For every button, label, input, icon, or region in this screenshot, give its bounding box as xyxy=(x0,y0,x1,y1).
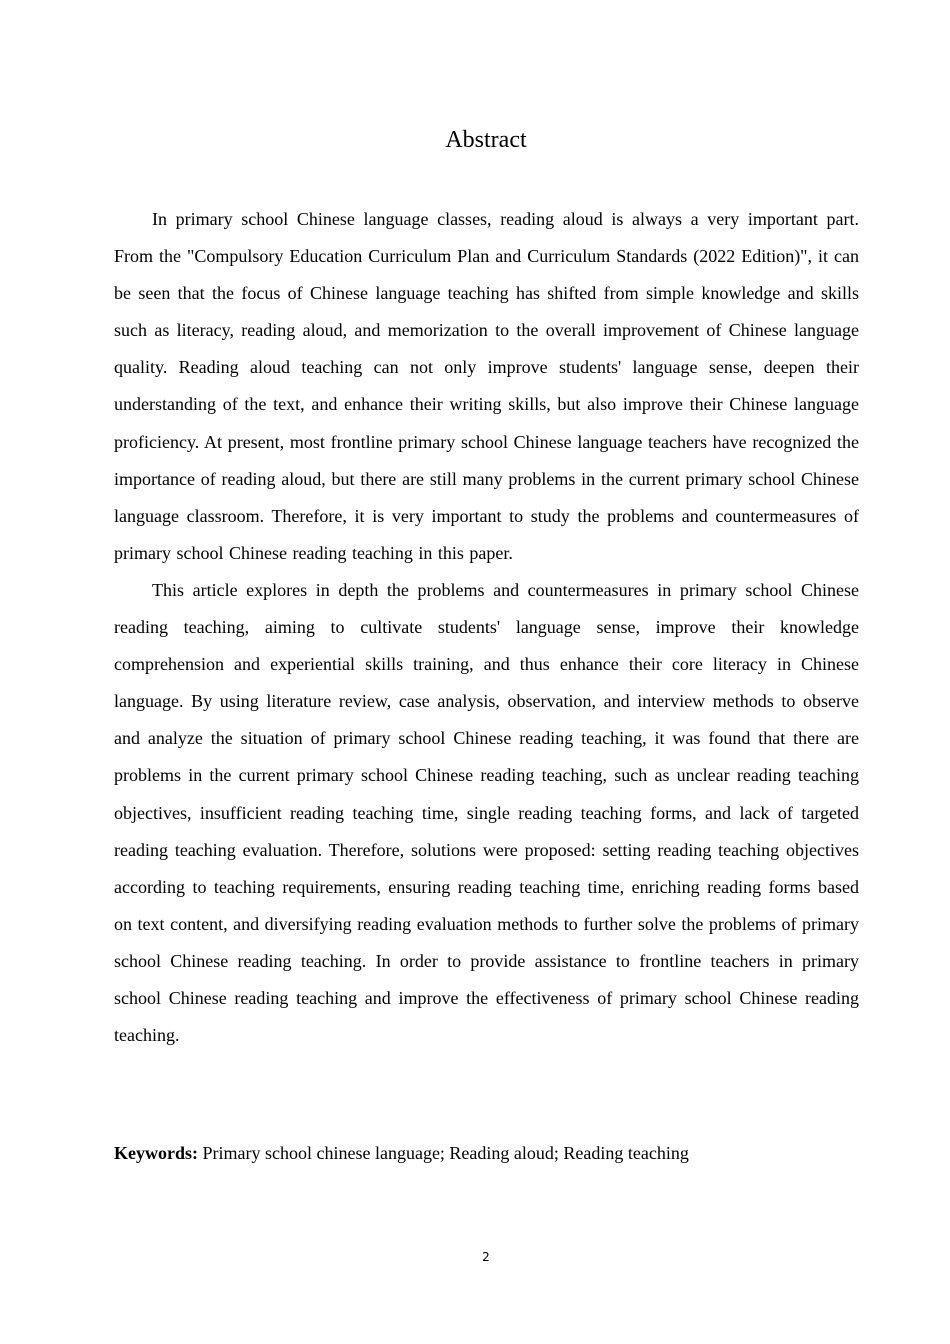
abstract-body xyxy=(114,201,859,1054)
abstract-paragraph-2: This article explores in depth the problems and countermeasures in primary school Chinese reading teaching, aiming to cultivate students' language sense, improve their knowledge comprehension and experiential skills training, and thus enhance their core literacy in Chinese language. By using literature review, case analysis, observation, and interview methods to observe and analyze the situation of primary school Chinese reading teaching, it was found that there are problems in the current primary school Chinese reading teaching, such as unclear reading teaching objectives, insufficient reading teaching time, single reading teaching forms, and lack of targeted reading teaching evaluation. Therefore, solutions were proposed: setting reading teaching objectives according to teaching requirements, ensuring reading teaching time, enriching reading forms based on text content, and diversifying reading evaluation methods to further solve the problems of primary school Chinese reading teaching. In order to provide assistance to frontline teachers in primary school Chinese reading teaching and improve the effectiveness of primary school Chinese reading teaching. xyxy=(114,579,859,1046)
keywords-label: Keywords: xyxy=(114,1143,198,1163)
abstract-paragraph-1: In primary school Chinese language classes, reading aloud is always a very important part. From the "Compulsory Education Curriculum Plan and Curriculum Standards (2022 Edition)", it can be seen that the focus of Chinese language teaching has shifted from simple knowledge and skills such as literacy, reading aloud, and memorization to the overall improvement of Chinese language quality. Reading aloud teaching can not only improve students' language sense, deepen their understanding of the text, and enhance their writing skills, but also improve their Chinese language proficiency. At present, most frontline primary school Chinese language teachers have recognized the importance of reading aloud, but there are still many problems in the current primary school Chinese language classroom. Therefore, it is very important to study the problems and countermeasures of primary school Chinese reading teaching in this paper. xyxy=(114,209,859,563)
page-number: 2 xyxy=(482,1250,490,1264)
keywords-line xyxy=(114,1139,859,1167)
abstract-title: Abstract xyxy=(445,127,527,153)
keywords-text: Primary school chinese language; Reading aloud; Reading teaching xyxy=(198,1143,689,1163)
